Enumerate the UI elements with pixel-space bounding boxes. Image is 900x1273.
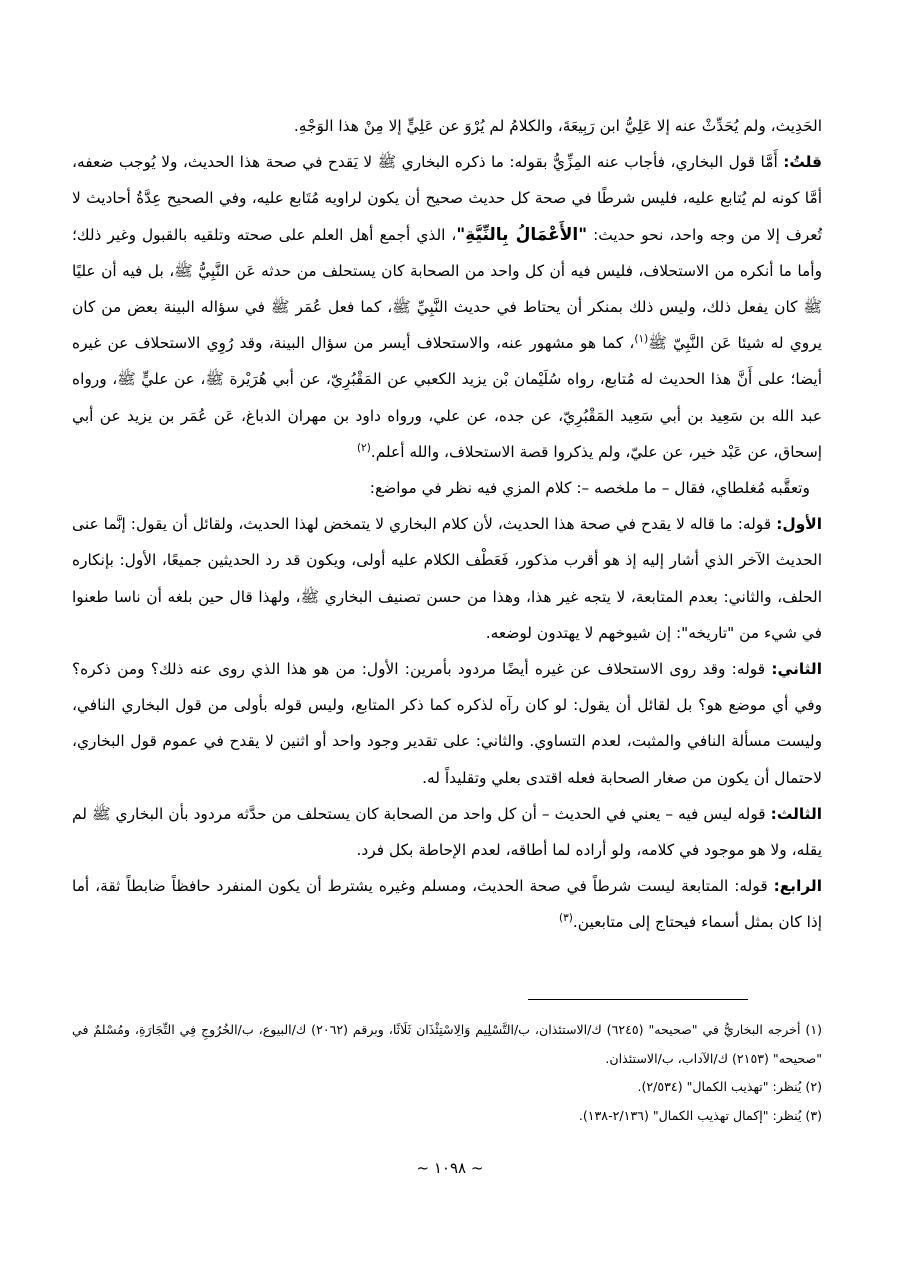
paragraph-text: الحَدِيث، ولم يُحَدِّثْ عنه إلا عَلِيُّ ابن رَبِيعَةَ، والكلامُ لم يُرْوَ عن عَلِيٍّ إلا مِنْ هذا الوَجْهِ. xyxy=(293,117,822,135)
paragraph-text: وتعقَّبه مُغلطاي، فقال – ما ملخصه –: كلام المزي فيه نظر في مواضع: xyxy=(369,479,810,498)
footnote-3: (٣) يُنظر: "إكمال تهذيب الكمال" (٢/١٣٦-١٣٨). xyxy=(578,1107,822,1123)
footnote-ref-1: (١) xyxy=(634,333,649,346)
paragraph-third-point xyxy=(72,796,822,868)
paragraph-mughultai xyxy=(72,470,822,506)
paragraph-first-point xyxy=(72,506,822,651)
paragraph-text-continued-2: ، كما هو مشهور عنه، والاستحلاف أيسر من سؤال البينة، وقد رُوِي الاستحلاف عن غيره أيضا؛ على أَنَّ هذا الحديث له مُتابع، رواه سُلَيْمان بْن يزيد الكعبي عن المَقْبُرِيّ، عن أبي هُرَيْرة ﷺ، عن عليٍّ ﷺ، ورواه عبد الله بن سَعِيد بن أبي سَعِيد المَقْبُرِيّ، عن جده، عن علي، ورواه داود بن مهران الدباغ، عَن عُمَر بن يزيد عن أبي إسحاق، عن عَبْد خير، عن عليّ، ولم يذكروا قصة الاستحلاف، والله أعلم. xyxy=(72,334,822,461)
footnote-ref-2: (٢) xyxy=(356,441,371,454)
main-text xyxy=(72,108,822,941)
footnote-divider xyxy=(528,999,748,1000)
paragraph-text: قوله: المتابعة ليست شرطاً في صحة الحديث، ومسلم وغيره يشترط أن يكون المنفرد حافظاً ضابطاً ثقة، أما إذا كان بمثل أسماء فيحتاج إلى متابعين. xyxy=(72,877,822,932)
paragraph-opening xyxy=(72,108,822,144)
paragraph-lead: الأول: xyxy=(776,515,822,534)
paragraph-lead: الرابع: xyxy=(773,877,822,896)
paragraph-qultu xyxy=(72,144,822,470)
footnote-1: (١) أخرجه البخاريُّ في "صحيحه" (٦٢٤٥) ك/الاستئذان، ب/التَّسْلِيم وَالِاسْتِئْذَان ثَلَاثًا، وبرقم (٢٠٦٢) ك/البيوع، ب/الخُرُوجِ فِي التِّجَارَةِ، ومُسْلمٌ في "صحيحه" (٢١٥٣) ك/الآداب، ب/الاستئذان. xyxy=(72,1022,823,1066)
page-number: ~ ١٠٩٨ ~ xyxy=(416,1159,484,1177)
paragraph-lead: قلتُ: xyxy=(783,153,822,172)
paragraph-fourth-point xyxy=(72,868,822,940)
paragraph-text: قوله: ما قاله لا يقدح في صحة هذا الحديث، لأن كلام البخاري لا يتمخض لهذا الحديث، ولقائل أن يقول: إنَّما عنى الحديث الآخر الذي أشار إليه إذ هو أقرب مذكور، فَعَطْف الكلام عليه أولى، ويكون قد رد الحديثين جميعًا، الأول: بإنكاره الحلف، والثاني: بعدم المتابعة، لا يتجه غير هذا، وهذا من حسن تصنيف البخاري ﷺ، ولهذا قال حين بلغه أن ناسا طعنوا في شيء من "تاريخه": إن شيوخهم لا يهتدون لوضعه. xyxy=(72,515,822,642)
paragraph-lead: الثاني: xyxy=(771,660,822,679)
footnotes xyxy=(72,1016,822,1130)
paragraph-lead: الثالث: xyxy=(770,804,823,823)
paragraph-text: أَمَّا قول البخاري، فأجاب عنه المِزِّيُّ بقوله: ما ذكره البخاري ﷺ لا يَقدح في صحة هذا الحديث، ولا يُوجب ضعفه، أمَّا كونه لم يُتابع عليه، فليس شرطًا في صحة كل حديث صحيح أن يكون لراويه مُتَابع عليه، وفي الصحيح عِدَّةُ أحاديث لا تُعرف إلا من وجه واحد، نحو حديث: xyxy=(72,153,822,244)
footnote-2: (٢) يُنظر: "تهذيب الكمال" (٢/٥٣٤). xyxy=(637,1079,822,1094)
paragraph-text: قوله: وقد روى الاستحلاف عن غيره أيضًا مردود بأمرين: الأول: من هو هذا الذي روى عنه ذلك؟ ومن ذكره؟ وفي أي موضع هو؟ بل لقائل أن يقول: لو كان رآه لذكره كما ذكر المتابع، وليس قوله بأولى من قول البخاري النافي، وليست مسألة النافي والمثبت، لعدم التساوي. والثاني: على تقدير وجود واحد أو اثنين لا يقدح في عموم قول البخاري، لاحتمال أن يكون من صغار الصحابة فعله اقتدى بعلي وتقليداً له. xyxy=(72,660,822,787)
paragraph-second-point xyxy=(72,651,822,796)
paragraph-text: قوله ليس فيه – يعني في الحديث – أن كل واحد من الصحابة كان يستحلف من حدَّثه مردود بأن البخاري ﷺ لم يقله، ولا هو موجود في كلامه، ولو أراده لما أطاقه، لعدم الإحاطة بكل فرد. xyxy=(72,804,822,860)
footnote-ref-3: (٣) xyxy=(559,912,573,925)
paragraph-text-continued: ، الذي أجمع أهل العلم على صحته وتلقيه بالقبول وغير ذلك؛ وأما ما أنكره من الاستحلاف، فليس فيه أن كل واحد من الصحابة كان يستحلف من حدثه عَن النَّبِيُّ ﷺ، بل فيه أن عليًا ﷺ كان يفعل ذلك، وليس ذلك بمنكر أن يحتاط في حديث النَّبِيِّ ﷺ، كما فعل عُمَر ﷺ في سؤاله البينة بعض من كان يروي له شيئا عَن النَّبِيّ ﷺ xyxy=(72,225,822,353)
hadith-quote: "الأَعْمَالُ بِالنِّيَّةِ" xyxy=(456,224,588,245)
